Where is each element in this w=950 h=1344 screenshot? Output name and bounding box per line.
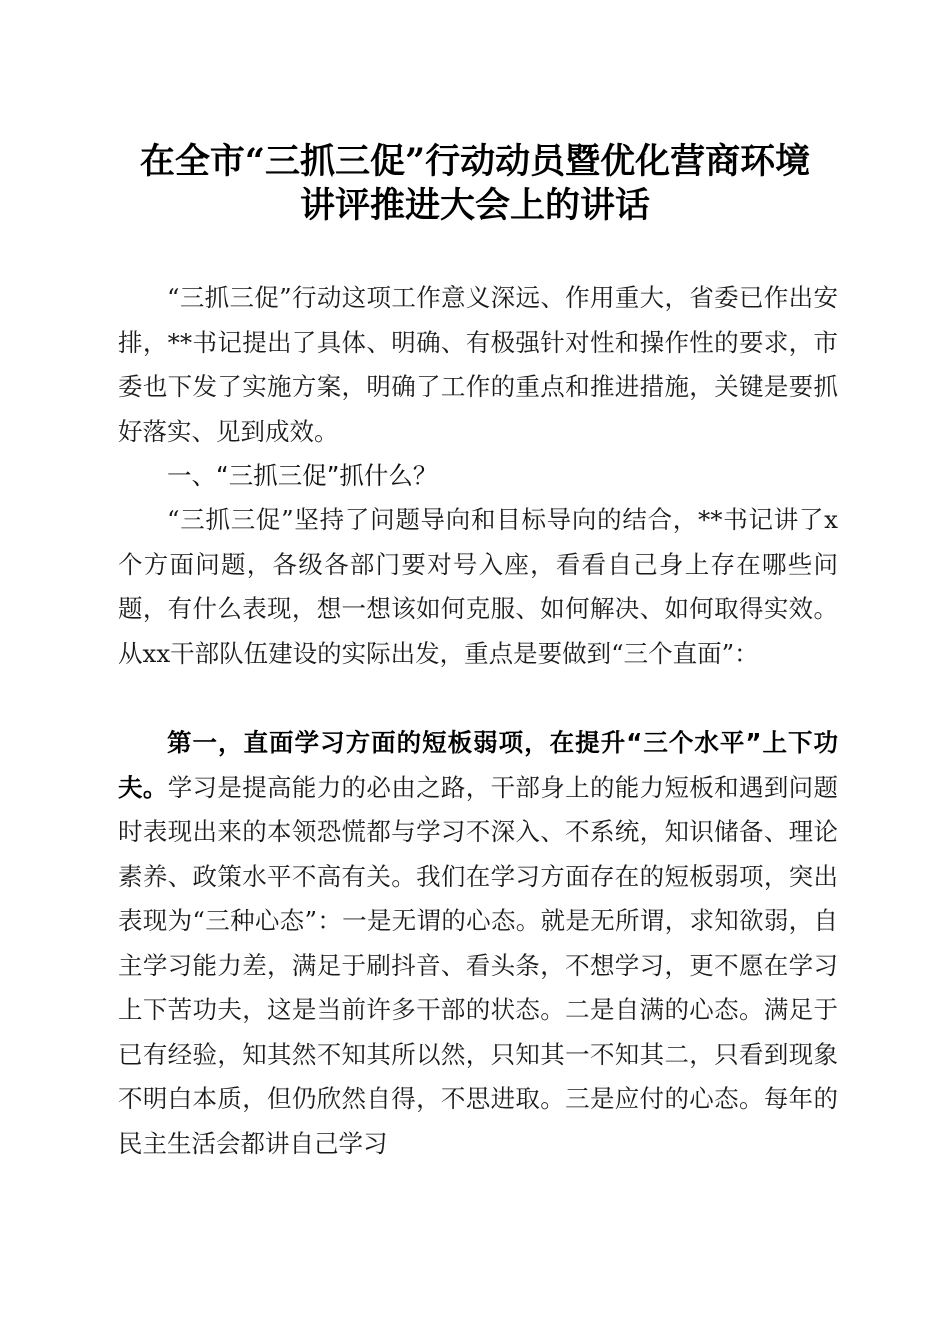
paragraph-first-point-lead: 第一，直面学习方面的短板弱项，在提升“三个水平”上下功夫。	[118, 728, 838, 802]
paragraph-first-point-body: 学习是提高能力的必由之路，干部身上的能力短板和遇到问题时表现出来的本领恐慌都与学习不深入、不系统，知识储备、理论素养、政策水平不高有关。我们在学习方面存在的短板弱项，突出表现为“三种心态”：一是无谓的心态。就是无所谓，求知欲弱，自主学习能力差，满足于刷抖音、看头条，不想学习，更不愿在学习上下苦功夫，这是当前许多干部的状态。二是自满的心态。满足于已有经验，知其然不知其所以然，只知其一不知其二，只看到现象不明白本质，但仍欣然自得，不思进取。三是应付的心态。每年的民主生活会都讲自己学习	[118, 772, 839, 1158]
paragraph-problems: “三抓三促”坚持了问题导向和目标导向的结合，**书记讲了x个方面问题，各级各部门要对号入座，看看自己身上存在哪些问题，有什么表现，想一想该如何克服、如何解决、如何取得实效。从xx干部队伍建设的实际出发，重点是要做到“三个直面”：	[118, 505, 838, 668]
paragraph-intro: “三抓三促”行动这项工作意义深远、作用重大，省委已作出安排，**书记提出了具体、明确、有极强针对性和操作性的要求，市委也下发了实施方案，明确了工作的重点和推进措施，关键是要抓好落实、见到成效。	[118, 283, 838, 446]
document-title-line-2: 讲评推进大会上的讲话	[299, 185, 650, 226]
section-heading-1: 一、“三抓三促”抓什么？	[167, 461, 438, 490]
document-title-line-1: 在全市“三抓三促”行动动员暨优化营商环境	[139, 141, 811, 182]
paragraph-first-point	[118, 721, 838, 1166]
